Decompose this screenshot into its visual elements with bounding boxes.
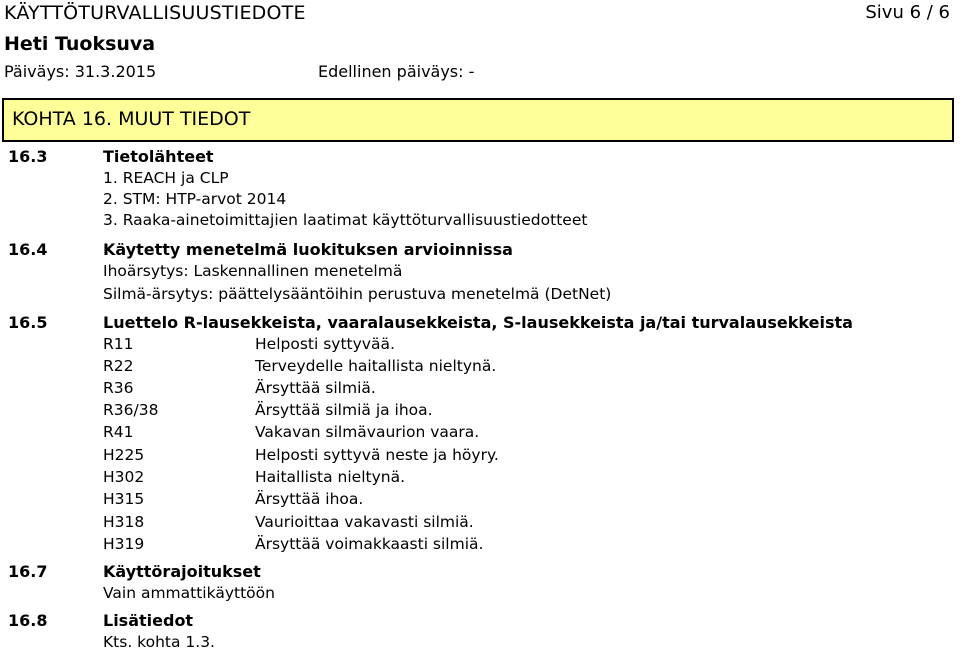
phrase-text: Ärsyttää silmiä. xyxy=(255,379,376,397)
subsection-title: Luettelo R-lausekkeista, vaaralausekkeista, S-lausekkeista ja/tai turvalausekkeista xyxy=(103,313,853,332)
method-line: Silmä-ärsytys: päättelysääntöihin perustuva menetelmä (DetNet) xyxy=(103,285,612,303)
phrase-text: Terveydelle haitallista nieltynä. xyxy=(255,357,497,375)
subsection-number: 16.4 xyxy=(8,240,48,259)
phrase-text: Ärsyttää ihoa. xyxy=(255,490,364,508)
phrase-text: Vaurioittaa vakavasti silmiä. xyxy=(255,513,474,531)
subsection-number: 16.7 xyxy=(8,562,48,581)
phrase-code: R36 xyxy=(103,379,134,397)
subsection-number: 16.8 xyxy=(8,611,48,630)
source-line: 3. Raaka-ainetoimittajien laatimat käyttöturvallisuustiedotteet xyxy=(103,211,588,229)
subsection-title: Lisätiedot xyxy=(103,611,194,630)
phrase-text: Haitallista nieltynä. xyxy=(255,468,406,486)
phrase-code: H302 xyxy=(103,468,145,486)
phrase-text: Ärsyttää voimakkaasti silmiä. xyxy=(255,535,484,553)
phrase-code: R36/38 xyxy=(103,401,159,419)
phrase-code: H315 xyxy=(103,490,145,508)
method-line: Ihoärsytys: Laskennallinen menetelmä xyxy=(103,262,403,280)
subsection-number: 16.3 xyxy=(8,147,48,166)
subsection-title: Käyttörajoitukset xyxy=(103,562,261,581)
document-title: KÄYTTÖTURVALLISUUSTIEDOTE xyxy=(4,2,306,24)
phrase-text: Vakavan silmävaurion vaara. xyxy=(255,423,480,441)
additional-info-line: Kts. kohta 1.3. xyxy=(103,633,215,651)
subsection-number: 16.5 xyxy=(8,313,48,332)
source-line: 2. STM: HTP-arvot 2014 xyxy=(103,190,287,208)
phrase-code: R41 xyxy=(103,423,134,441)
product-name: Heti Tuoksuva xyxy=(4,33,156,55)
page-number: Sivu 6 / 6 xyxy=(865,2,950,23)
phrase-code: R11 xyxy=(103,335,134,353)
previous-date: Edellinen päiväys: - xyxy=(318,62,475,81)
phrase-code: H225 xyxy=(103,446,145,464)
restriction-line: Vain ammattikäyttöön xyxy=(103,584,275,602)
issue-date: Päiväys: 31.3.2015 xyxy=(4,62,157,81)
phrase-text: Helposti syttyvä neste ja höyry. xyxy=(255,446,499,464)
section-title: KOHTA 16. MUUT TIEDOT xyxy=(12,108,251,130)
phrase-code: R22 xyxy=(103,357,134,375)
phrase-text: Ärsyttää silmiä ja ihoa. xyxy=(255,401,433,419)
phrase-code: H318 xyxy=(103,513,145,531)
phrase-text: Helposti syttyvää. xyxy=(255,335,395,353)
phrase-code: H319 xyxy=(103,535,145,553)
section-header-bar xyxy=(2,98,954,142)
subsection-title: Käytetty menetelmä luokituksen arvioinnissa xyxy=(103,240,513,259)
subsection-title: Tietolähteet xyxy=(103,147,214,166)
source-line: 1. REACH ja CLP xyxy=(103,169,229,187)
